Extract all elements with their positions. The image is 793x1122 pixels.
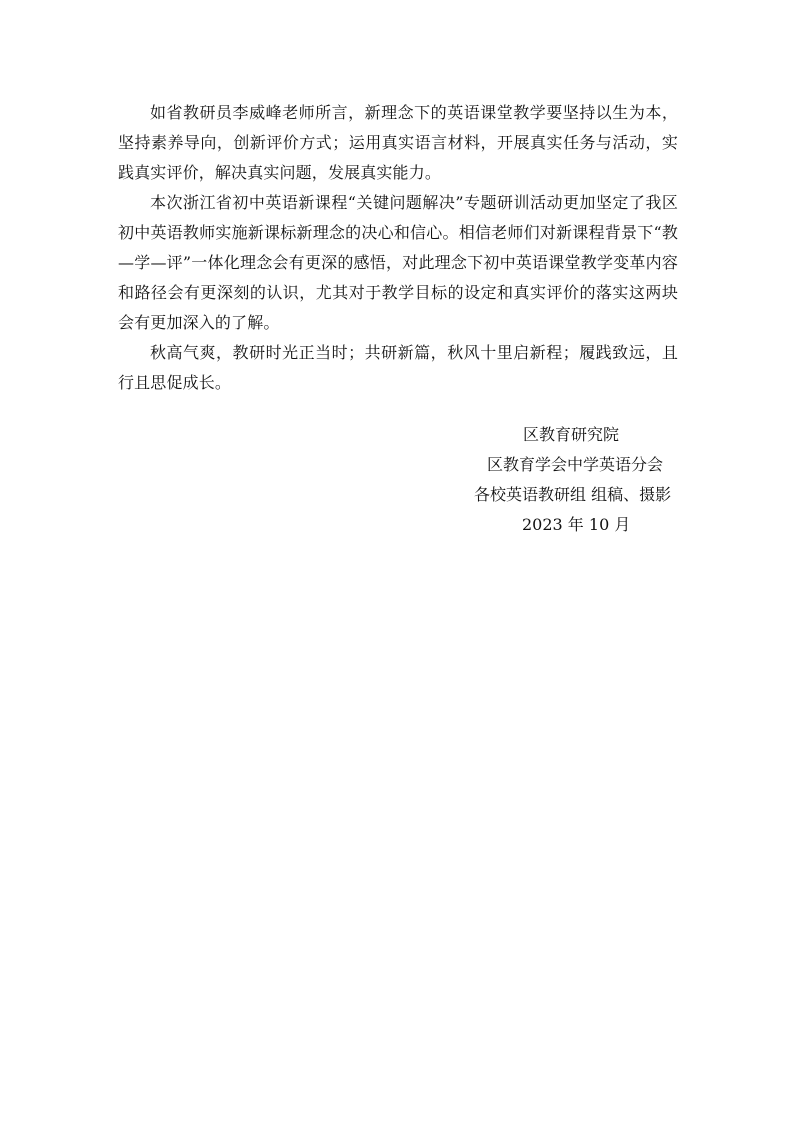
signature-org-2: 区教育学会中学英语分会: [487, 455, 664, 474]
paragraph-3: 秋高气爽，教研时光正当时；共研新篇，秋风十里启新程；履践致远，且行且思促成长。: [118, 343, 678, 392]
paragraph-2: 本次浙江省初中英语新课程“关键问题解决”专题研训活动更加坚定了我区初中英语教师实施新课标新理念的决心和信心。相信老师们对新课程背景下“教—学—评”一体化理念会有更深的感悟，对此理念下初中英语课堂教学变革内容和路径会有更深刻的认识，尤其对于教学目标的设定和真实评价的落实这两块会有更加深入的了解。: [118, 193, 678, 332]
signature-credit: 各校英语教研组 组稿、摄影: [474, 485, 672, 504]
paragraph-1: 如省教研员李威峰老师所言，新理念下的英语课堂教学要坚持以生为本，坚持素养导向，创新评价方式；运用真实语言材料，开展真实任务与活动，实践真实评价，解决真实问题，发展真实能力。: [118, 103, 678, 182]
body-text: [118, 98, 678, 398]
signature-org-1: 区教育研究院: [523, 425, 620, 444]
signature-date: 2023 年 10 月: [522, 515, 631, 534]
signature-block: [470, 420, 690, 540]
